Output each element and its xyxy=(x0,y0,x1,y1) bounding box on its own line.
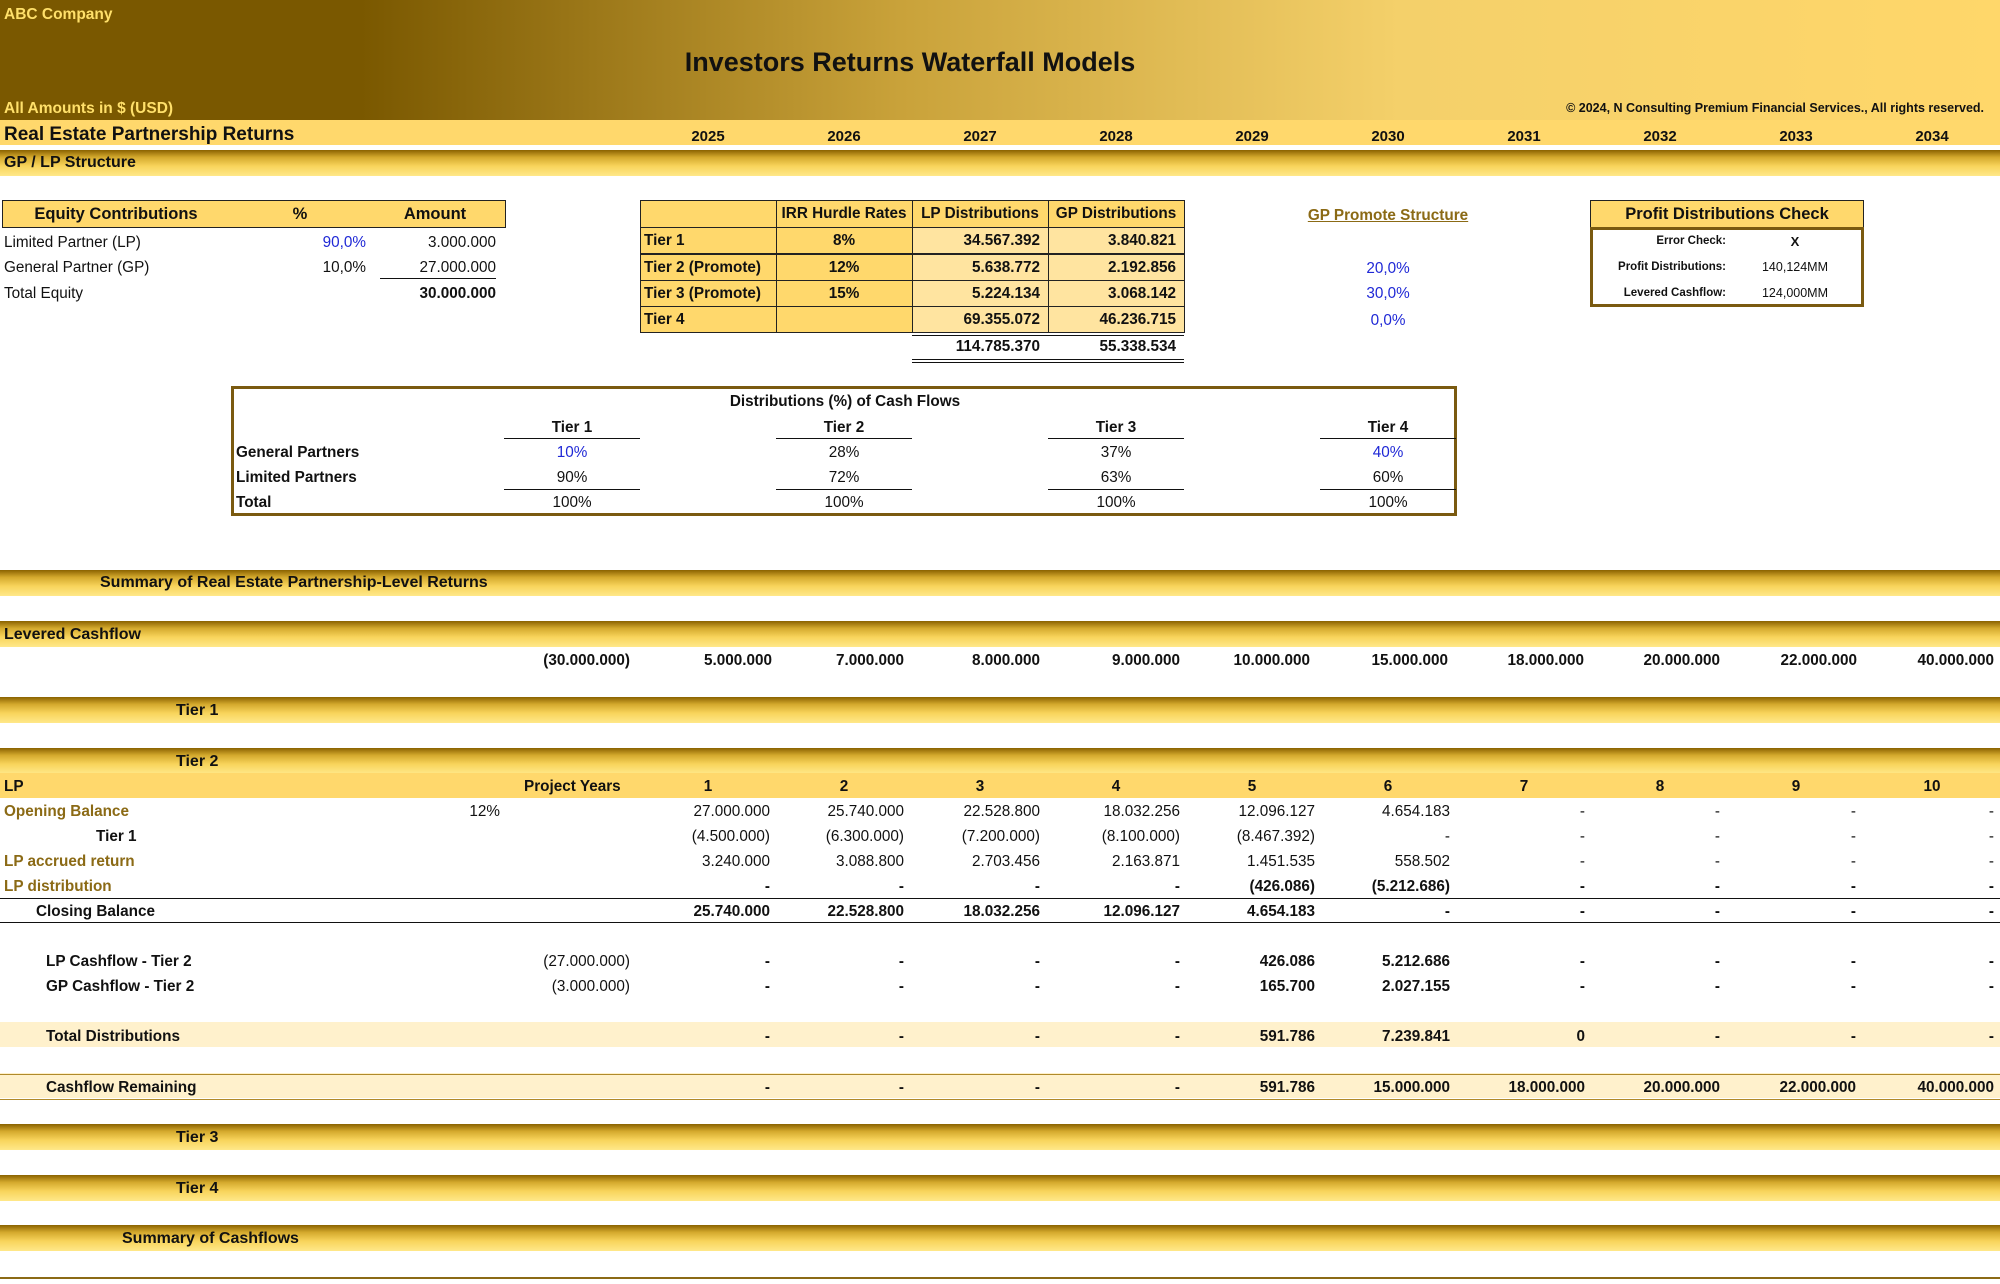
dist-row-label: General Partners xyxy=(236,444,360,461)
tier2-value: - xyxy=(764,878,770,895)
hurdle-lp-dist: 69.355.072 xyxy=(963,311,1040,328)
hurdle-tier-label: Tier 2 (Promote) xyxy=(644,259,762,276)
tier2-rate: 12% xyxy=(469,803,500,820)
tier2-value: - xyxy=(1850,903,1856,920)
tier2-value: - xyxy=(1174,978,1180,995)
dist-row-label: Total xyxy=(236,494,272,511)
levered-value: 18.000.000 xyxy=(1507,652,1584,669)
tier2-value: 18.032.256 xyxy=(1103,803,1180,820)
section-levered: Levered Cashflow xyxy=(4,626,141,643)
tier2-value: 4.654.183 xyxy=(1381,803,1450,820)
project-years-label: Project Years xyxy=(524,778,621,795)
tier2-value: - xyxy=(1714,903,1720,920)
tier2-value: - xyxy=(1444,828,1450,845)
project-year: 6 xyxy=(1383,778,1393,795)
dist-value[interactable]: 10% xyxy=(556,444,588,461)
tier2-value: 3.240.000 xyxy=(701,853,770,870)
tier2-value: - xyxy=(1988,978,1994,995)
tier2-row-label: Cashflow Remaining xyxy=(46,1079,197,1096)
tier2-initial: (27.000.000) xyxy=(543,953,630,970)
section-summary-cashflows: Summary of Cashflows xyxy=(122,1230,299,1247)
tier2-value: - xyxy=(1174,1079,1180,1096)
year-header: 2029 xyxy=(1235,128,1269,145)
equity-lp-amount: 3.000.000 xyxy=(427,234,496,251)
tier2-value: 2.027.155 xyxy=(1381,978,1450,995)
tier2-row-label: GP Cashflow - Tier 2 xyxy=(46,978,195,995)
equity-gp-amount: 27.000.000 xyxy=(419,259,496,276)
hurdle-lp-dist: 5.638.772 xyxy=(971,259,1040,276)
promote-tier3[interactable]: 30,0% xyxy=(1366,285,1410,302)
tier2-value: 4.654.183 xyxy=(1246,903,1315,920)
hurdle-gp-dist: 3.068.142 xyxy=(1107,285,1176,302)
tier2-value: - xyxy=(898,978,904,995)
hurdle-header-rate: IRR Hurdle Rates xyxy=(781,205,907,222)
tier2-value: - xyxy=(1579,978,1585,995)
levered-value: 40.000.000 xyxy=(1917,652,1994,669)
levered-value: 8.000.000 xyxy=(971,652,1040,669)
dist-value: 100% xyxy=(824,494,864,511)
dist-tier-header: Tier 2 xyxy=(823,419,865,436)
tier2-value: 1.451.535 xyxy=(1246,853,1315,870)
tier2-value: 22.000.000 xyxy=(1779,1079,1856,1096)
tier2-value: 2.163.871 xyxy=(1111,853,1180,870)
section-band xyxy=(0,697,2000,723)
year-header: 2028 xyxy=(1099,128,1133,145)
hurdle-tier-label: Tier 3 (Promote) xyxy=(644,285,762,302)
tier2-value: 18.032.256 xyxy=(963,903,1040,920)
tier2-value: (6.300.000) xyxy=(825,828,904,845)
project-year: 5 xyxy=(1247,778,1257,795)
equity-total-amount: 30.000.000 xyxy=(419,285,496,302)
currency-note: All Amounts in $ (USD) xyxy=(4,100,174,117)
check-error-label: Error Check: xyxy=(1656,235,1726,247)
tier2-value: - xyxy=(1850,853,1856,870)
tier2-lp-label: LP xyxy=(4,778,24,795)
tier2-value: - xyxy=(1850,978,1856,995)
tier2-value: - xyxy=(1174,953,1180,970)
tier2-value: - xyxy=(898,953,904,970)
tier2-row-label: Total Distributions xyxy=(46,1028,180,1045)
year-bar-title: Real Estate Partnership Returns xyxy=(4,124,295,145)
tier2-value: 3.088.800 xyxy=(835,853,904,870)
tier2-value: (8.100.000) xyxy=(1101,828,1180,845)
hurdle-lp-dist: 5.224.134 xyxy=(971,285,1040,302)
tier2-initial: (3.000.000) xyxy=(551,978,630,995)
tier2-value: 591.786 xyxy=(1259,1079,1315,1096)
tier2-value: - xyxy=(1034,1028,1040,1045)
section-tier1: Tier 1 xyxy=(176,702,219,719)
tier2-value: - xyxy=(1988,953,1994,970)
dist-tier-header: Tier 3 xyxy=(1095,419,1137,436)
tier2-value: - xyxy=(1850,803,1856,820)
dist-value: 100% xyxy=(1368,494,1408,511)
tier2-value: 25.740.000 xyxy=(827,803,904,820)
hurdle-rate: 8% xyxy=(832,232,856,249)
check-error-value: X xyxy=(1790,234,1800,249)
tier2-value: - xyxy=(1579,878,1585,895)
section-tier3: Tier 3 xyxy=(176,1129,219,1146)
project-year: 3 xyxy=(975,778,985,795)
hurdle-total-lp: 114.785.370 xyxy=(955,338,1040,355)
hurdle-tier-label: Tier 1 xyxy=(644,232,685,249)
promote-tier4[interactable]: 0,0% xyxy=(1370,312,1406,329)
gp-promote-title: GP Promote Structure xyxy=(1307,207,1469,224)
hurdle-header-lp: LP Distributions xyxy=(921,205,1039,222)
double-underline xyxy=(912,359,1184,360)
promote-tier2[interactable]: 20,0% xyxy=(1366,260,1410,277)
dist-tier-header: Tier 4 xyxy=(1367,419,1409,436)
tier2-value: - xyxy=(1034,1079,1040,1096)
section-gp-lp: GP / LP Structure xyxy=(4,154,136,171)
tier2-row-label: LP accrued return xyxy=(4,853,135,870)
tier2-value: 25.740.000 xyxy=(693,903,770,920)
tier2-value: - xyxy=(1988,853,1994,870)
underline xyxy=(504,438,640,439)
tier2-value: 0 xyxy=(1576,1028,1585,1045)
tier2-value: - xyxy=(764,1028,770,1045)
section-band xyxy=(0,621,2000,647)
year-header: 2033 xyxy=(1779,128,1813,145)
tier2-row-label: Opening Balance xyxy=(4,803,129,820)
hurdle-gp-dist: 3.840.821 xyxy=(1107,232,1176,249)
distributions-title: Distributions (%) of Cash Flows xyxy=(729,393,961,410)
tier2-value: - xyxy=(1850,828,1856,845)
tier2-value: - xyxy=(1850,878,1856,895)
levered-value: 20.000.000 xyxy=(1643,652,1720,669)
tier2-value: - xyxy=(898,878,904,895)
tier2-value: - xyxy=(1174,878,1180,895)
tier2-value: (8.467.392) xyxy=(1236,828,1315,845)
project-year: 1 xyxy=(703,778,713,795)
tier2-value: - xyxy=(1034,978,1040,995)
tier2-value: - xyxy=(1579,803,1585,820)
levered-value: 7.000.000 xyxy=(835,652,904,669)
levered-value: 22.000.000 xyxy=(1780,652,1857,669)
check-levered-label: Levered Cashflow: xyxy=(1623,287,1726,299)
hurdle-lp-dist: 34.567.392 xyxy=(963,232,1040,249)
tier2-value: - xyxy=(1579,903,1585,920)
equity-header-pct: % xyxy=(292,205,308,223)
dist-value[interactable]: 40% xyxy=(1372,444,1404,461)
tier2-value: 12.096.127 xyxy=(1238,803,1315,820)
dist-tier-header: Tier 1 xyxy=(551,419,593,436)
year-header: 2027 xyxy=(963,128,997,145)
tier2-value: - xyxy=(1579,853,1585,870)
company-name: ABC Company xyxy=(4,6,113,23)
tier2-value: - xyxy=(764,1079,770,1096)
tier2-value: - xyxy=(1988,903,1994,920)
tier2-value: - xyxy=(1988,878,1994,895)
hurdle-header-gp: GP Distributions xyxy=(1055,205,1177,222)
tier2-row-label: LP Cashflow - Tier 2 xyxy=(46,953,192,970)
tier2-value: 2.703.456 xyxy=(971,853,1040,870)
section-band xyxy=(0,1175,2000,1201)
hurdle-header-blank xyxy=(640,201,776,226)
tier2-value: - xyxy=(1988,828,1994,845)
levered-value: 5.000.000 xyxy=(703,652,772,669)
tier2-value: - xyxy=(1714,978,1720,995)
tier2-value: 20.000.000 xyxy=(1643,1079,1720,1096)
tier2-value: - xyxy=(1714,953,1720,970)
dist-value: 63% xyxy=(1100,469,1132,486)
section-tier4: Tier 4 xyxy=(176,1180,219,1197)
project-year: 7 xyxy=(1519,778,1529,795)
check-levered-value: 124,000MM xyxy=(1761,286,1828,300)
project-year: 8 xyxy=(1655,778,1665,795)
tier2-value: - xyxy=(1988,803,1994,820)
tier2-value: 22.528.800 xyxy=(827,903,904,920)
underline xyxy=(380,278,496,279)
tier2-row-label: LP distribution xyxy=(4,878,112,895)
tier2-value: - xyxy=(764,953,770,970)
underline xyxy=(776,438,912,439)
levered-value: 9.000.000 xyxy=(1111,652,1180,669)
dist-value: 100% xyxy=(552,494,592,511)
equity-gp-pct: 10,0% xyxy=(322,259,366,276)
section-band xyxy=(0,1124,2000,1150)
tier2-value: 165.700 xyxy=(1259,978,1315,995)
tier2-value: - xyxy=(1034,878,1040,895)
tier2-value: 22.528.800 xyxy=(963,803,1040,820)
levered-value: 15.000.000 xyxy=(1371,652,1448,669)
section-band xyxy=(0,1225,2000,1251)
underline xyxy=(1320,438,1456,439)
hurdle-gp-dist: 46.236.715 xyxy=(1099,311,1176,328)
tier2-value: 12.096.127 xyxy=(1103,903,1180,920)
tier2-value: (426.086) xyxy=(1249,878,1315,895)
project-year: 10 xyxy=(1923,778,1941,795)
tier2-value: - xyxy=(1034,953,1040,970)
year-header: 2034 xyxy=(1915,128,1949,145)
section-band xyxy=(0,748,2000,774)
copyright: © 2024, N Consulting Premium Financial Services., All rights reserved. xyxy=(1566,101,1984,115)
underline xyxy=(1048,438,1184,439)
equity-total-label: Total Equity xyxy=(4,285,84,302)
tier2-value: - xyxy=(898,1079,904,1096)
year-header: 2030 xyxy=(1371,128,1405,145)
dist-value: 90% xyxy=(556,469,588,486)
dist-value: 100% xyxy=(1096,494,1136,511)
levered-value: 10.000.000 xyxy=(1233,652,1310,669)
year-header: 2032 xyxy=(1643,128,1677,145)
tier2-value: - xyxy=(1850,1028,1856,1045)
tier2-value: - xyxy=(1714,828,1720,845)
equity-lp-label: Limited Partner (LP) xyxy=(4,234,141,251)
tier2-value: 7.239.841 xyxy=(1381,1028,1450,1045)
page-title: Investors Returns Waterfall Models xyxy=(684,47,1136,77)
tier2-value: 558.502 xyxy=(1394,853,1450,870)
dist-value: 60% xyxy=(1372,469,1404,486)
double-underline xyxy=(912,362,1184,363)
check-profit-value: 140,124MM xyxy=(1761,260,1828,274)
check-title: Profit Distributions Check xyxy=(1625,205,1829,223)
tier2-value: - xyxy=(1714,853,1720,870)
dist-value: 28% xyxy=(828,444,860,461)
hurdle-rate: 12% xyxy=(828,259,860,276)
dist-row-label: Limited Partners xyxy=(236,469,357,486)
tier2-value: 15.000.000 xyxy=(1373,1079,1450,1096)
section-band xyxy=(0,150,2000,176)
year-header: 2031 xyxy=(1507,128,1541,145)
sheet-bottom-border xyxy=(0,1277,2000,1279)
tier2-value: - xyxy=(1850,953,1856,970)
tier2-value: - xyxy=(1579,953,1585,970)
section-tier2: Tier 2 xyxy=(176,753,219,770)
hurdle-rate xyxy=(776,307,912,332)
tier2-row-label: Closing Balance xyxy=(36,903,156,920)
section-summary-partnership: Summary of Real Estate Partnership-Level Returns xyxy=(100,574,488,591)
hurdle-gp-dist: 2.192.856 xyxy=(1107,259,1176,276)
tier2-value: - xyxy=(1579,828,1585,845)
tier2-value: - xyxy=(1714,1028,1720,1045)
tier2-value: - xyxy=(764,978,770,995)
year-header: 2025 xyxy=(691,128,725,145)
equity-header-label: Equity Contributions xyxy=(34,205,198,223)
year-header: 2026 xyxy=(827,128,861,145)
hurdle-tier-label: Tier 4 xyxy=(644,311,685,328)
project-year: 2 xyxy=(839,778,849,795)
tier2-value: 18.000.000 xyxy=(1508,1079,1585,1096)
tier2-value: (4.500.000) xyxy=(691,828,770,845)
equity-gp-label: General Partner (GP) xyxy=(4,259,150,276)
tier2-value: 5.212.686 xyxy=(1381,953,1450,970)
tier2-value: (5.212.686) xyxy=(1371,878,1450,895)
tier2-value: - xyxy=(1444,903,1450,920)
check-profit-label: Profit Distributions: xyxy=(1618,261,1726,273)
project-year: 4 xyxy=(1111,778,1121,795)
tier2-value: 27.000.000 xyxy=(693,803,770,820)
levered-value: (30.000.000) xyxy=(543,652,630,669)
equity-lp-pct[interactable]: 90,0% xyxy=(322,234,366,251)
project-year: 9 xyxy=(1791,778,1801,795)
hurdle-total-gp: 55.338.534 xyxy=(1099,338,1176,355)
dist-value: 37% xyxy=(1100,444,1132,461)
tier2-value: - xyxy=(1714,803,1720,820)
dist-value: 72% xyxy=(828,469,860,486)
tier2-value: - xyxy=(1988,1028,1994,1045)
tier2-value: - xyxy=(898,1028,904,1045)
tier2-row-label: Tier 1 xyxy=(96,828,137,845)
tier2-value: - xyxy=(1174,1028,1180,1045)
tier2-value: - xyxy=(1714,878,1720,895)
tier2-value: 40.000.000 xyxy=(1917,1079,1994,1096)
hurdle-rate: 15% xyxy=(828,285,860,302)
tier2-value: (7.200.000) xyxy=(961,828,1040,845)
tier2-value: 591.786 xyxy=(1259,1028,1315,1045)
equity-header-amount: Amount xyxy=(403,205,467,223)
tier2-value: 426.086 xyxy=(1259,953,1315,970)
